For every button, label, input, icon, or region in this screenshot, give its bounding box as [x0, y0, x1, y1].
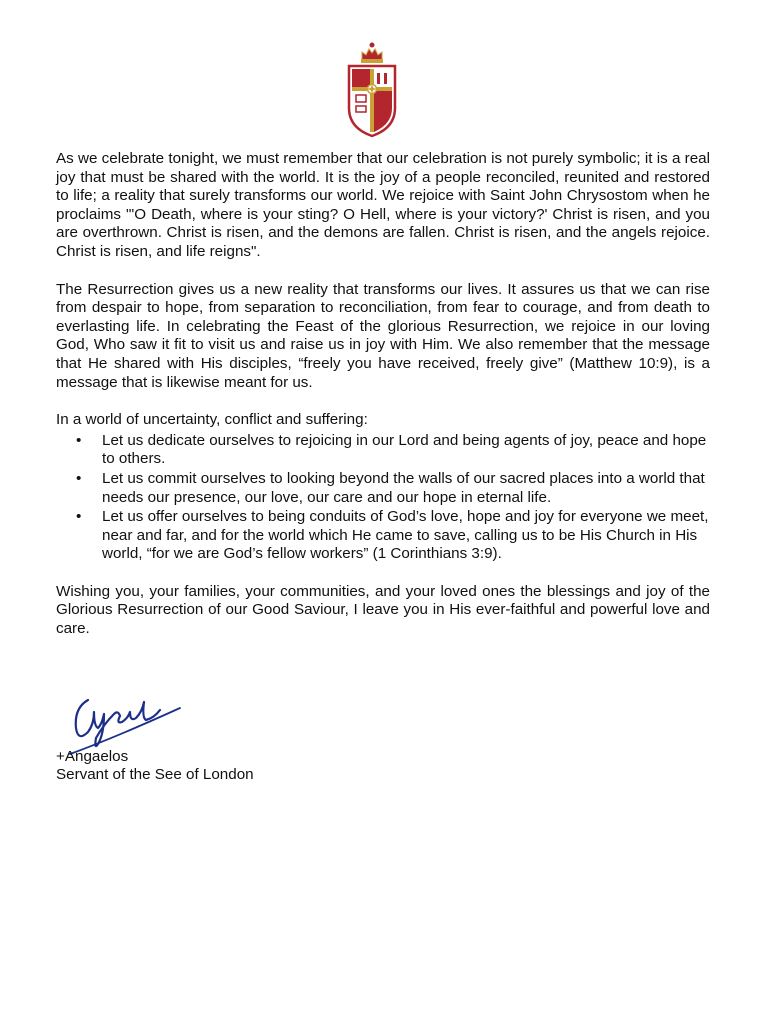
- signature-block: [56, 748, 254, 784]
- resolution-list: [56, 432, 710, 564]
- paragraph-closing: Wishing you, your families, your communities, and your loved ones the blessings and joy of the Glorious Resurrection of our Good Saviour, I leave you in His ever-faithful and powerful love and care.: [56, 582, 710, 638]
- list-item: • Let us commit ourselves to looking beyond the walls of our sacred places into a world that needs our presence, our love, our care and our hope in eternal life.: [102, 470, 710, 507]
- signer-title: Servant of the See of London: [56, 766, 254, 783]
- signer-name: +Angaelos: [56, 748, 129, 765]
- list-item: • Let us offer ourselves to being conduits of God’s love, hope and joy for everyone we meet, near and far, and for the world which He came to save, calling us to be His Church in His world, “for we are God’s fellow workers” (1 Corinthians 3:9).: [102, 508, 710, 564]
- paragraph-celebration: As we celebrate tonight, we must remember that our celebration is not purely symbolic; it is a real joy that must be shared with the world. It is the joy of a people reconciled, reunited and restored to life; a reality that surely transforms our world. We rejoice with Saint John Chrysostom when he proclaims "'O Death, where is your sting? O Hell, where is your victory?' Christ is risen, and you are overthrown. Christ is risen, and the demons are fallen. Christ is risen, and the angels rejoice. Christ is risen, and life reigns".: [56, 150, 710, 260]
- list-intro: In a world of uncertainty, conflict and suffering:: [56, 411, 368, 429]
- paragraph-resurrection: The Resurrection gives us a new reality that transforms our lives. It assures us that we can rise from despair to hope, from separation to reconciliation, from fear to courage, and from death to everlasting life. In celebrating the Feast of the glorious Resurrection, we rejoice in our loving God, Who saw it fit to visit us and raise us in joy with Him. We also remember that the message that He shared with His disciples, “freely you have received, freely give” (Matthew 10:9), is a message that is likewise meant for us.: [56, 280, 710, 391]
- letter-body: [56, 150, 710, 658]
- list-item: • Let us dedicate ourselves to rejoicing in our Lord and being agents of joy, peace and hope to others.: [102, 432, 710, 469]
- diocese-crest-icon: [346, 40, 398, 140]
